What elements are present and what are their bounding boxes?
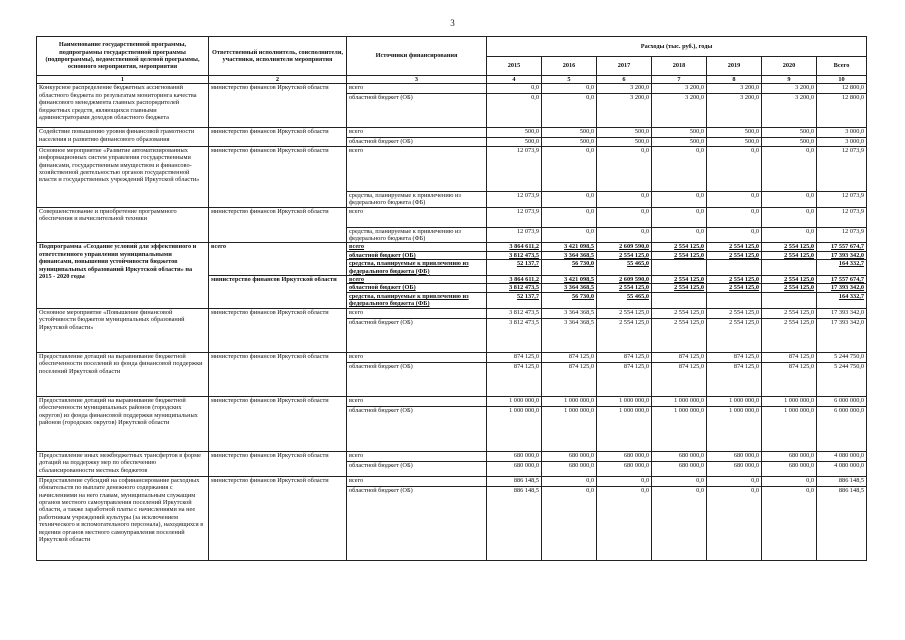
amount-cell xyxy=(707,260,762,276)
amount-cell: 2 554 125,0 xyxy=(652,318,707,352)
amount-cell: 0,0 xyxy=(762,207,817,227)
amount-cell: 17 393 342,0 xyxy=(817,251,867,259)
amount-cell: 2 554 125,0 xyxy=(652,243,707,251)
amount-cell: 0,0 xyxy=(707,146,762,191)
executor-cell: министерство финансов Иркутской области xyxy=(209,128,347,146)
amount-cell: 3 000,0 xyxy=(817,128,867,138)
executor-cell: министерство финансов Иркутской области xyxy=(209,308,347,352)
header-expenses: Расходы (тыс. руб.), годы xyxy=(487,37,867,57)
amount-cell: 2 609 590,0 xyxy=(597,243,652,251)
amount-cell: 2 609 590,0 xyxy=(597,276,652,284)
year-header: 2017 xyxy=(597,56,652,76)
amount-cell: 886 148,5 xyxy=(817,476,867,486)
amount-cell: 0,0 xyxy=(652,207,707,227)
header-name: Наименование государственной программы, подпрограммы государственной программы (подпрограммы), ведомственной целевой программы, основного мероприятия, мероприятия xyxy=(37,37,209,76)
amount-cell: 0,0 xyxy=(542,191,597,207)
table-row xyxy=(37,128,867,138)
measure-name: Предоставление субсидий на софинансирование расходных обязательств по выплате денежного содержания с начислениями на него главам, муниципальным служащим органов местного самоуправления поселений Иркутской области, а также заработной платы с начислениями на нее работникам учреждений культуры (за исключением технического и вспомогательного персонала), находящихся в ведении органов местного самоуправления поселений Иркутской области xyxy=(37,476,209,560)
amount-cell: 1 000 000,0 xyxy=(652,396,707,406)
amount-cell: 3 200,0 xyxy=(597,94,652,128)
amount-cell: 2 554 125,0 xyxy=(707,284,762,292)
amount-cell: 164 332,7 xyxy=(817,260,867,276)
amount-cell: 2 554 125,0 xyxy=(652,308,707,318)
amount-cell: 3 200,0 xyxy=(762,94,817,128)
amount-cell: 3 812 473,5 xyxy=(487,251,542,259)
year-header: 2018 xyxy=(652,56,707,76)
measure-name: Предоставление иных межбюджетных трансфертов в форме дотаций на поддержку мер по обеспечению сбалансированности местных бюджетов xyxy=(37,451,209,476)
column-index: 5 xyxy=(542,76,597,84)
amount-cell: 2 554 125,0 xyxy=(597,284,652,292)
source-cell: средства, планируемые к привлечению из федерального бюджета (ФБ) xyxy=(347,191,487,207)
amount-cell: 12 073,9 xyxy=(817,146,867,191)
executor-cell: министерство финансов Иркутской области xyxy=(209,84,347,128)
amount-cell: 2 554 125,0 xyxy=(597,318,652,352)
amount-cell: 0,0 xyxy=(707,207,762,227)
amount-cell: 164 332,7 xyxy=(817,292,867,308)
source-cell: всего xyxy=(347,396,487,406)
amount-cell: 0,0 xyxy=(542,486,597,560)
amount-cell: 680 000,0 xyxy=(542,461,597,476)
amount-cell: 17 557 674,7 xyxy=(817,243,867,251)
amount-cell: 3 364 368,5 xyxy=(542,318,597,352)
measure-name: Основное мероприятие «Повышение финансовой устойчивости бюджетов муниципальных образований Иркутской области» xyxy=(37,308,209,352)
amount-cell xyxy=(707,292,762,308)
table-row xyxy=(37,451,867,461)
amount-cell: 680 000,0 xyxy=(597,461,652,476)
amount-cell: 2 554 125,0 xyxy=(762,284,817,292)
amount-cell: 56 730,0 xyxy=(542,260,597,276)
amount-cell: 0,0 xyxy=(762,486,817,560)
amount-cell: 0,0 xyxy=(542,476,597,486)
amount-cell: 1 000 000,0 xyxy=(487,396,542,406)
amount-cell xyxy=(762,292,817,308)
amount-cell: 1 000 000,0 xyxy=(542,406,597,451)
amount-cell: 886 148,5 xyxy=(817,486,867,560)
amount-cell: 5 244 750,0 xyxy=(817,362,867,396)
amount-cell: 0,0 xyxy=(652,146,707,191)
executor-cell: министерство финансов Иркутской области xyxy=(209,476,347,560)
table-row xyxy=(37,146,867,191)
amount-cell: 874 125,0 xyxy=(707,352,762,362)
amount-cell: 0,0 xyxy=(762,476,817,486)
measure-name: Основное мероприятие «Развитие автоматизированных информационных систем управления государственными финансами, государственным имуществом и финансово-хозяйственной деятельностью органов государственной власти и государственных учреждений Иркутской области» xyxy=(37,146,209,207)
source-cell: всего xyxy=(347,308,487,318)
column-index: 3 xyxy=(347,76,487,84)
source-cell: всего xyxy=(347,476,487,486)
executor-cell: всего xyxy=(209,243,347,276)
amount-cell: 874 125,0 xyxy=(597,362,652,396)
table-row xyxy=(37,476,867,486)
amount-cell: 0,0 xyxy=(542,94,597,128)
amount-cell: 2 554 125,0 xyxy=(762,318,817,352)
measure-name: Содействие повышению уровня финансовой грамотности населения и развитию финансового образования xyxy=(37,128,209,146)
amount-cell: 500,0 xyxy=(542,128,597,138)
amount-cell: 0,0 xyxy=(652,476,707,486)
amount-cell: 874 125,0 xyxy=(487,362,542,396)
amount-cell: 680 000,0 xyxy=(707,461,762,476)
amount-cell: 0,0 xyxy=(542,84,597,94)
amount-cell: 886 148,5 xyxy=(487,476,542,486)
amount-cell: 12 073,9 xyxy=(487,207,542,227)
amount-cell: 17 557 674,7 xyxy=(817,276,867,284)
amount-cell: 12 073,9 xyxy=(817,207,867,227)
amount-cell: 52 137,7 xyxy=(487,260,542,276)
table-row xyxy=(37,84,867,94)
column-index: 4 xyxy=(487,76,542,84)
amount-cell: 0,0 xyxy=(597,146,652,191)
source-cell: областной бюджет (ОБ) xyxy=(347,138,487,146)
year-header: Всего xyxy=(817,56,867,76)
amount-cell: 12 073,9 xyxy=(817,227,867,243)
amount-cell: 2 554 125,0 xyxy=(762,308,817,318)
amount-cell: 3 421 098,5 xyxy=(542,276,597,284)
amount-cell: 6 000 000,0 xyxy=(817,396,867,406)
measure-name: Предоставление дотаций на выравнивание бюджетной обеспеченности поселений из фонда финансовой поддержки поселений Иркутской области xyxy=(37,352,209,396)
subprogram-name: Подпрограмма «Создание условий для эффективного и ответственного управления муниципальными финансами, повышения устойчивости бюджетов муниципальных образований Иркутской области» на 2015 - 2020 годы xyxy=(37,243,209,308)
amount-cell: 3 364 368,5 xyxy=(542,251,597,259)
amount-cell: 886 148,5 xyxy=(487,486,542,560)
amount-cell: 3 812 473,5 xyxy=(487,308,542,318)
executor-cell: министерство финансов Иркутской области xyxy=(209,207,347,243)
source-cell: всего xyxy=(347,276,487,284)
amount-cell: 1 000 000,0 xyxy=(762,396,817,406)
amount-cell: 3 364 368,5 xyxy=(542,308,597,318)
amount-cell: 3 200,0 xyxy=(597,84,652,94)
amount-cell: 1 000 000,0 xyxy=(542,396,597,406)
amount-cell: 12 800,0 xyxy=(817,94,867,128)
amount-cell xyxy=(652,292,707,308)
amount-cell: 56 730,0 xyxy=(542,292,597,308)
amount-cell: 500,0 xyxy=(652,128,707,138)
amount-cell: 4 080 000,0 xyxy=(817,451,867,461)
amount-cell: 3 000,0 xyxy=(817,138,867,146)
amount-cell: 0,0 xyxy=(487,94,542,128)
source-cell: всего xyxy=(347,451,487,461)
amount-cell: 0,0 xyxy=(707,476,762,486)
amount-cell: 3 864 611,2 xyxy=(487,276,542,284)
amount-cell: 3 812 473,5 xyxy=(487,284,542,292)
amount-cell: 500,0 xyxy=(762,128,817,138)
amount-cell: 1 000 000,0 xyxy=(597,406,652,451)
year-header: 2019 xyxy=(707,56,762,76)
year-header: 2020 xyxy=(762,56,817,76)
year-header: 2016 xyxy=(542,56,597,76)
amount-cell: 2 554 125,0 xyxy=(652,251,707,259)
amount-cell: 3 364 368,5 xyxy=(542,284,597,292)
column-index: 9 xyxy=(762,76,817,84)
amount-cell: 0,0 xyxy=(652,227,707,243)
amount-cell: 2 554 125,0 xyxy=(762,251,817,259)
measure-name: Предоставление дотаций на выравнивание бюджетной обеспеченности муниципальных районов (городских округов) из фонда финансовой поддержки муниципальных районов (городских округов) Иркутской области xyxy=(37,396,209,451)
source-cell: средства, планируемые к привлечению из федерального бюджета (ФБ) xyxy=(347,227,487,243)
amount-cell: 3 200,0 xyxy=(707,94,762,128)
source-cell: областной бюджет (ОБ) xyxy=(347,94,487,128)
source-cell: всего xyxy=(347,84,487,94)
amount-cell: 680 000,0 xyxy=(707,451,762,461)
amount-cell: 3 812 473,5 xyxy=(487,318,542,352)
source-cell: всего xyxy=(347,352,487,362)
executor-cell: министерство финансов Иркутской области xyxy=(209,396,347,451)
amount-cell: 500,0 xyxy=(487,138,542,146)
amount-cell: 680 000,0 xyxy=(487,451,542,461)
amount-cell: 874 125,0 xyxy=(542,362,597,396)
amount-cell: 0,0 xyxy=(707,227,762,243)
amount-cell: 0,0 xyxy=(597,227,652,243)
amount-cell: 4 080 000,0 xyxy=(817,461,867,476)
table-row xyxy=(37,396,867,406)
amount-cell: 0,0 xyxy=(542,146,597,191)
table-row xyxy=(37,352,867,362)
amount-cell: 1 000 000,0 xyxy=(597,396,652,406)
amount-cell: 680 000,0 xyxy=(652,461,707,476)
amount-cell: 12 800,0 xyxy=(817,84,867,94)
amount-cell: 52 137,7 xyxy=(487,292,542,308)
source-cell: всего xyxy=(347,207,487,227)
source-cell: средства, планируемые к привлечению из федерального бюджета (ФБ) xyxy=(347,260,487,276)
amount-cell: 680 000,0 xyxy=(652,451,707,461)
amount-cell: 680 000,0 xyxy=(487,461,542,476)
subprogram-row xyxy=(37,243,867,251)
source-cell: областной бюджет (ОБ) xyxy=(347,251,487,259)
amount-cell: 3 421 098,5 xyxy=(542,243,597,251)
amount-cell: 500,0 xyxy=(707,128,762,138)
source-cell: областной бюджет (ОБ) xyxy=(347,362,487,396)
amount-cell: 680 000,0 xyxy=(762,461,817,476)
amount-cell: 1 000 000,0 xyxy=(487,406,542,451)
source-cell: всего xyxy=(347,146,487,191)
source-cell: областной бюджет (ОБ) xyxy=(347,461,487,476)
measure-name: Совершенствование и приобретение программного обеспечения и вычислительной техники xyxy=(37,207,209,243)
amount-cell: 874 125,0 xyxy=(762,352,817,362)
column-index-row xyxy=(37,76,867,84)
amount-cell: 680 000,0 xyxy=(762,451,817,461)
amount-cell: 0,0 xyxy=(542,227,597,243)
amount-cell: 0,0 xyxy=(707,486,762,560)
amount-cell: 680 000,0 xyxy=(542,451,597,461)
expenses-table xyxy=(36,36,867,561)
amount-cell: 0,0 xyxy=(652,486,707,560)
amount-cell: 12 073,9 xyxy=(487,227,542,243)
amount-cell: 0,0 xyxy=(487,84,542,94)
amount-cell: 3 864 611,2 xyxy=(487,243,542,251)
amount-cell: 500,0 xyxy=(707,138,762,146)
amount-cell xyxy=(652,260,707,276)
column-index: 8 xyxy=(707,76,762,84)
table-body xyxy=(37,84,867,560)
amount-cell: 0,0 xyxy=(597,476,652,486)
amount-cell: 0,0 xyxy=(597,486,652,560)
page-number: 3 xyxy=(450,18,455,28)
amount-cell: 12 073,9 xyxy=(817,191,867,207)
amount-cell: 3 200,0 xyxy=(707,84,762,94)
source-cell: областной бюджет (ОБ) xyxy=(347,486,487,560)
amount-cell: 2 554 125,0 xyxy=(707,308,762,318)
amount-cell: 3 200,0 xyxy=(652,94,707,128)
amount-cell: 2 554 125,0 xyxy=(652,276,707,284)
column-index: 7 xyxy=(652,76,707,84)
amount-cell: 500,0 xyxy=(542,138,597,146)
amount-cell xyxy=(762,260,817,276)
amount-cell: 500,0 xyxy=(597,138,652,146)
amount-cell: 17 393 342,0 xyxy=(817,308,867,318)
amount-cell: 12 073,9 xyxy=(487,191,542,207)
source-cell: всего xyxy=(347,128,487,138)
amount-cell: 0,0 xyxy=(762,227,817,243)
amount-cell: 2 554 125,0 xyxy=(597,251,652,259)
amount-cell: 3 200,0 xyxy=(652,84,707,94)
year-header: 2015 xyxy=(487,56,542,76)
table-row xyxy=(37,308,867,318)
column-index: 1 xyxy=(37,76,209,84)
amount-cell: 0,0 xyxy=(542,207,597,227)
column-index: 10 xyxy=(817,76,867,84)
amount-cell: 0,0 xyxy=(707,191,762,207)
source-cell: областной бюджет (ОБ) xyxy=(347,406,487,451)
amount-cell: 2 554 125,0 xyxy=(707,318,762,352)
amount-cell: 0,0 xyxy=(762,146,817,191)
source-cell: средства, планируемые к привлечению из федерального бюджета (ФБ) xyxy=(347,292,487,308)
header-source: Источники финансирования xyxy=(347,37,487,76)
amount-cell: 0,0 xyxy=(597,207,652,227)
source-cell: областной бюджет (ОБ) xyxy=(347,318,487,352)
amount-cell: 2 554 125,0 xyxy=(762,276,817,284)
amount-cell: 1 000 000,0 xyxy=(762,406,817,451)
amount-cell: 3 200,0 xyxy=(762,84,817,94)
amount-cell: 500,0 xyxy=(762,138,817,146)
amount-cell: 1 000 000,0 xyxy=(707,406,762,451)
amount-cell: 0,0 xyxy=(597,191,652,207)
amount-cell: 874 125,0 xyxy=(707,362,762,396)
source-cell: всего xyxy=(347,243,487,251)
executor-cell: министерство финансов Иркутской области xyxy=(209,146,347,207)
amount-cell: 2 554 125,0 xyxy=(652,284,707,292)
amount-cell: 55 465,0 xyxy=(597,260,652,276)
amount-cell: 874 125,0 xyxy=(762,362,817,396)
amount-cell: 874 125,0 xyxy=(487,352,542,362)
amount-cell: 6 000 000,0 xyxy=(817,406,867,451)
header-executor: Ответственный исполнитель, соисполнители, участники, исполнители мероприятия xyxy=(209,37,347,76)
amount-cell: 874 125,0 xyxy=(597,352,652,362)
amount-cell: 17 393 342,0 xyxy=(817,318,867,352)
amount-cell: 500,0 xyxy=(487,128,542,138)
column-index: 6 xyxy=(597,76,652,84)
amount-cell: 1 000 000,0 xyxy=(652,406,707,451)
amount-cell: 1 000 000,0 xyxy=(707,396,762,406)
executor-cell: министерство финансов Иркутской области xyxy=(209,276,347,309)
source-cell: областной бюджет (ОБ) xyxy=(347,284,487,292)
measure-name: Конкурсное распределение бюджетных ассигнований областного бюджета по результатам мониторинга качества финансового менеджмента главных распорядителей бюджетных средств, являющихся главными администраторами доходов областного бюджета xyxy=(37,84,209,128)
amount-cell: 0,0 xyxy=(762,191,817,207)
amount-cell: 874 125,0 xyxy=(542,352,597,362)
amount-cell: 2 554 125,0 xyxy=(762,243,817,251)
column-index: 2 xyxy=(209,76,347,84)
executor-cell: министерство финансов Иркутской области xyxy=(209,451,347,476)
amount-cell: 500,0 xyxy=(597,128,652,138)
amount-cell: 17 393 342,0 xyxy=(817,284,867,292)
amount-cell: 5 244 750,0 xyxy=(817,352,867,362)
executor-cell: министерство финансов Иркутской области xyxy=(209,352,347,396)
table-row xyxy=(37,207,867,227)
amount-cell: 2 554 125,0 xyxy=(707,251,762,259)
amount-cell: 874 125,0 xyxy=(652,362,707,396)
amount-cell: 874 125,0 xyxy=(652,352,707,362)
amount-cell: 500,0 xyxy=(652,138,707,146)
amount-cell: 55 465,0 xyxy=(597,292,652,308)
amount-cell: 2 554 125,0 xyxy=(597,308,652,318)
amount-cell: 680 000,0 xyxy=(597,451,652,461)
amount-cell: 2 554 125,0 xyxy=(707,276,762,284)
amount-cell: 2 554 125,0 xyxy=(707,243,762,251)
amount-cell: 12 073,9 xyxy=(487,146,542,191)
amount-cell: 0,0 xyxy=(652,191,707,207)
